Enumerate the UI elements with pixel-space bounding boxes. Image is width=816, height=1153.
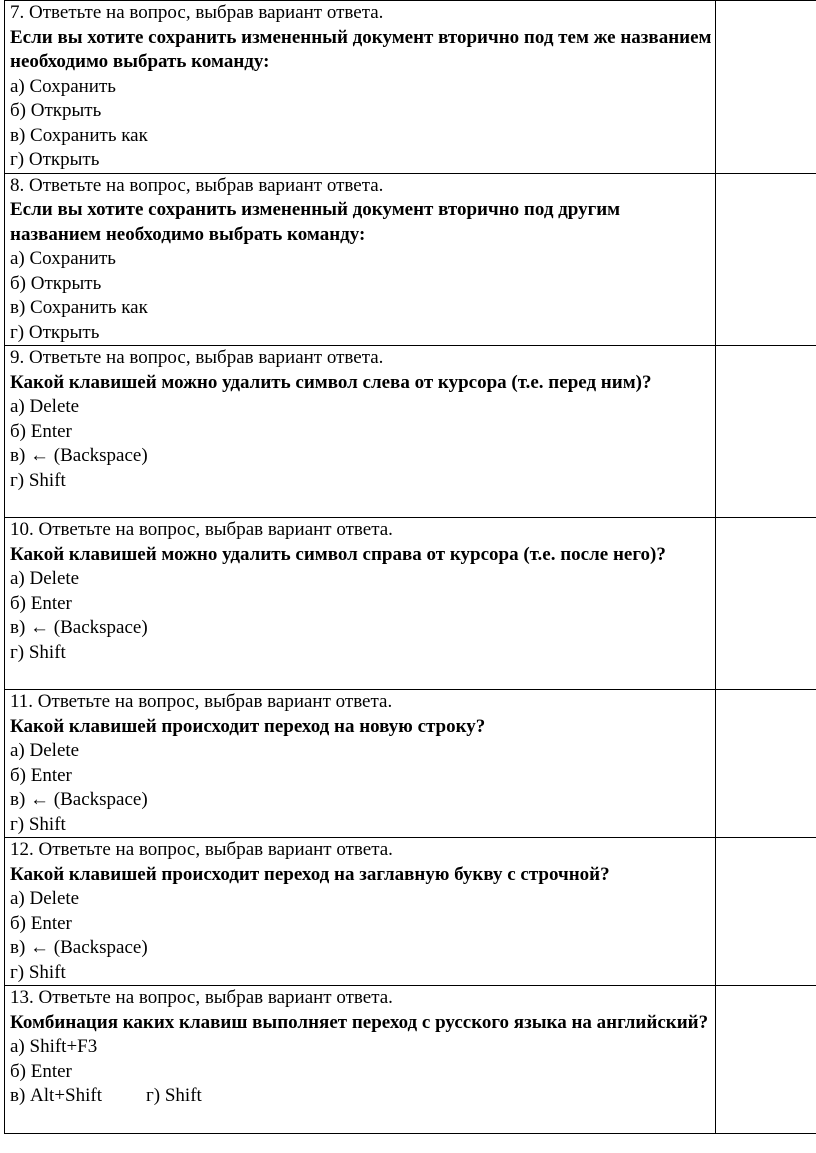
- question-row-12: [5, 838, 816, 986]
- question-row-10: [5, 518, 816, 690]
- option-b: б) Enter: [10, 592, 72, 614]
- answer-cell: [716, 986, 816, 1134]
- option-c: в) ← (Backspace): [10, 789, 148, 810]
- option-a: а) Сохранить: [10, 75, 116, 97]
- option-d: г) Shift: [10, 813, 66, 835]
- option-a: а) Delete: [10, 396, 80, 417]
- question-text: Какой клавишей можно удалить символ слева от курсора (т.е. перед ним)?: [10, 371, 652, 393]
- question-text: Если вы хотите сохранить измененный документ вторично под тем же названием необходимо выбрать команду:: [10, 26, 712, 72]
- question-cell: [5, 838, 716, 986]
- option-a: а) Delete: [10, 740, 80, 761]
- option-c: в) ← (Backspace): [10, 617, 148, 638]
- option-a: а) Сохранить: [10, 248, 116, 269]
- question-prompt: 9. Ответьте на вопрос, выбрав вариант ответа.: [10, 347, 384, 368]
- answer-cell: [716, 518, 816, 690]
- question-cell: [5, 173, 716, 346]
- option-d: г) Открыть: [10, 149, 100, 170]
- option-d: г) Открыть: [10, 321, 100, 343]
- question-row-13: [5, 986, 816, 1134]
- question-text: Какой клавишей можно удалить символ справа от курсора (т.е. после него)?: [10, 543, 666, 565]
- answer-cell: [716, 1, 816, 174]
- question-row-9: [5, 346, 816, 518]
- question-prompt: 7. Ответьте на вопрос, выбрав вариант ответа.: [10, 2, 384, 23]
- option-d: г) Shift: [146, 1085, 202, 1106]
- question-text: Комбинация каких клавиш выполняет переход с русского языка на английский?: [10, 1011, 709, 1033]
- option-b: б) Enter: [10, 420, 72, 442]
- answer-cell: [716, 690, 816, 838]
- option-b: б) Открыть: [10, 100, 102, 121]
- question-prompt: 13. Ответьте на вопрос, выбрав вариант ответа.: [10, 987, 393, 1008]
- answer-cell: [716, 346, 816, 518]
- question-cell: [5, 690, 716, 838]
- answer-cell: [716, 173, 816, 346]
- question-cell: [5, 518, 716, 690]
- option-d: г) Shift: [10, 469, 66, 491]
- question-row-7: [5, 1, 816, 174]
- option-d: г) Shift: [10, 961, 66, 983]
- option-b: б) Enter: [10, 764, 72, 786]
- option-a: а) Delete: [10, 568, 80, 589]
- question-cell: [5, 346, 716, 518]
- question-text: Какой клавишей происходит переход на новую строку?: [10, 715, 486, 737]
- option-c: в) ← (Backspace): [10, 445, 148, 466]
- question-prompt: 8. Ответьте на вопрос, выбрав вариант ответа.: [10, 174, 384, 196]
- options-c-d-line: [10, 1084, 715, 1109]
- option-d: г) Shift: [10, 641, 66, 663]
- option-b: б) Открыть: [10, 272, 102, 294]
- quiz-table: [4, 0, 816, 1134]
- question-cell: [5, 1, 716, 174]
- option-b: б) Enter: [10, 912, 72, 934]
- option-a: а) Shift+F3: [10, 1036, 98, 1057]
- question-text: Какой клавишей происходит переход на заглавную букву с строчной?: [10, 863, 610, 885]
- question-prompt: 12. Ответьте на вопрос, выбрав вариант ответа.: [10, 839, 393, 860]
- option-c: в) Сохранить как: [10, 297, 148, 318]
- answer-cell: [716, 838, 816, 986]
- option-c: в) ← (Backspace): [10, 937, 148, 958]
- question-prompt: 10. Ответьте на вопрос, выбрав вариант ответа.: [10, 519, 393, 540]
- question-cell: [5, 986, 716, 1134]
- question-prompt: 11. Ответьте на вопрос, выбрав вариант ответа.: [10, 691, 393, 712]
- question-text: Если вы хотите сохранить измененный документ вторично под другим названием необходимо выбрать команду:: [10, 199, 621, 245]
- question-row-8: [5, 173, 816, 346]
- option-b: б) Enter: [10, 1060, 72, 1082]
- option-a: а) Delete: [10, 888, 80, 909]
- question-row-11: [5, 690, 816, 838]
- option-c: в) Сохранить как: [10, 124, 148, 146]
- option-c: в) Alt+Shift: [10, 1085, 102, 1106]
